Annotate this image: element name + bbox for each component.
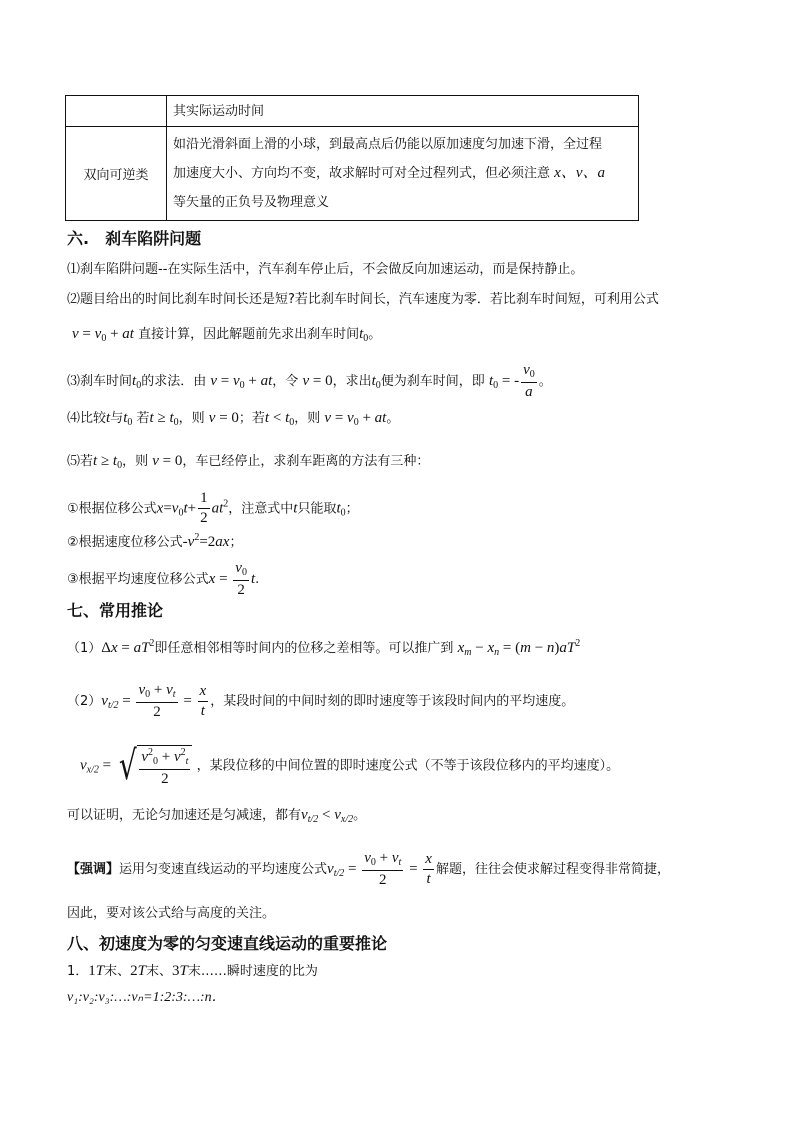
emphasis-note-cont: 因此，要对该公式给与高度的关注。: [67, 906, 276, 921]
paragraph-5: ⑸若$t \ge t_0$，则 v = 0，车已经停止，求刹车距离的方法有三种：: [67, 453, 430, 471]
paragraph-2: ⑵题目给出的时间比刹车时间长还是短?若比刹车时间长，汽车速度为零．若比刹车时间短，可利用公式: [67, 292, 659, 307]
section-heading-8: 八、初速度为零的匀变速直线运动的重要推论: [67, 934, 388, 953]
paragraph-3: ⑶刹车时间$t_0$的求法．由 $v = v_0$ + at，令 v = 0，求出$t_0$便为刹车时间，即 $t_0$ = - $\frac{v_0}{a}$ 。: [67, 362, 552, 400]
paragraph-1: ⑴刹车陷阱问题--在实际生活中，汽车刹车停止后，不会做反向加速运动，而是保持静止。: [67, 262, 584, 277]
inference-3: $v_{x/2}$ = √ $\frac{v^2_0 + v^2_t}{2}$ ，某段位移的中间位置的即时速度公式（不等于该段位移内的平均速度）。: [80, 743, 620, 790]
row-label: 双向可逆类: [83, 168, 149, 183]
method-2: ②根据速度位移公式$-v^2=2ax$；: [67, 532, 243, 550]
inference-1: $(1)\Delta x = aT^2$即任意相邻相等时间内的位移之差相等。可以推广到 $x_m - x_n = (m - n)aT^2$: [67, 638, 581, 658]
inference-2: $(2)v_{t/2}$ = $\frac{v_0 + v_t}{2}$ = $\frac{x}{t}$ ，某段时间的中间时刻的即时速度等于该段时间内的平均速度。: [67, 682, 575, 720]
vector-vars: x、v、a: [554, 165, 605, 181]
section-heading-7: 七、常用推论: [67, 601, 164, 620]
inference-4: 可以证明，无论匀加速还是匀减速，都有$v_{t/2} < v_{x/2}$。: [67, 807, 367, 825]
table-cell: [66, 127, 167, 221]
table-row: [66, 127, 639, 221]
cell-text: 其实际运动时间: [173, 103, 265, 119]
method-1: ①根据位移公式$x=v_0t+$ $\frac{1}{2}$ $at^2$，注意式中t只能取$t_0$；: [67, 490, 359, 526]
cell-line: 等矢量的正负号及物理意义: [173, 195, 330, 210]
emphasis-note: 【强调】运用匀变速直线运动的平均速度公式$v_{t/2}$ = $\frac{v_0 + v_t}{2}$ = $\frac{x}{t}$ 解题，往往会使求解过程变得非常简捷，: [67, 850, 670, 888]
cell-line: 如沿光滑斜面上滑的小球，到最高点后仍能以原加速度匀加速下滑，全过程: [173, 137, 603, 152]
section-heading-6: 六. 刹车陷阱问题: [67, 229, 202, 248]
table-row: [66, 96, 639, 127]
table-cell-empty: [66, 96, 167, 127]
cell-line: 加速度大小、方向均不变，故求解时可对全过程列式，但必须注意 x、v、a: [173, 165, 605, 181]
paragraph-2-cont: $v = v_0$ + at 直接计算，因此解题前先求出刹车时间$t_0$。: [72, 326, 382, 344]
paragraph-4: ⑷比较t与$t_0$ 若$t \ge t_0$，则 v = 0；若$t < t_0$，则 $v = v_0$ + at。: [67, 410, 400, 428]
ratio-line-1: 1．1T末、2T末、3T末……瞬时速度的比为: [67, 963, 318, 979]
ratio-line-2: v₁:v₂:v₃:…:vₙ=1:2:3:…:n．: [67, 990, 226, 1005]
comparison-table: [65, 95, 639, 221]
table-cell: [167, 96, 639, 127]
table-cell: [167, 127, 639, 221]
method-3: ③根据平均速度位移公式x = $\frac{v_0}{2}$ t.: [67, 560, 260, 598]
